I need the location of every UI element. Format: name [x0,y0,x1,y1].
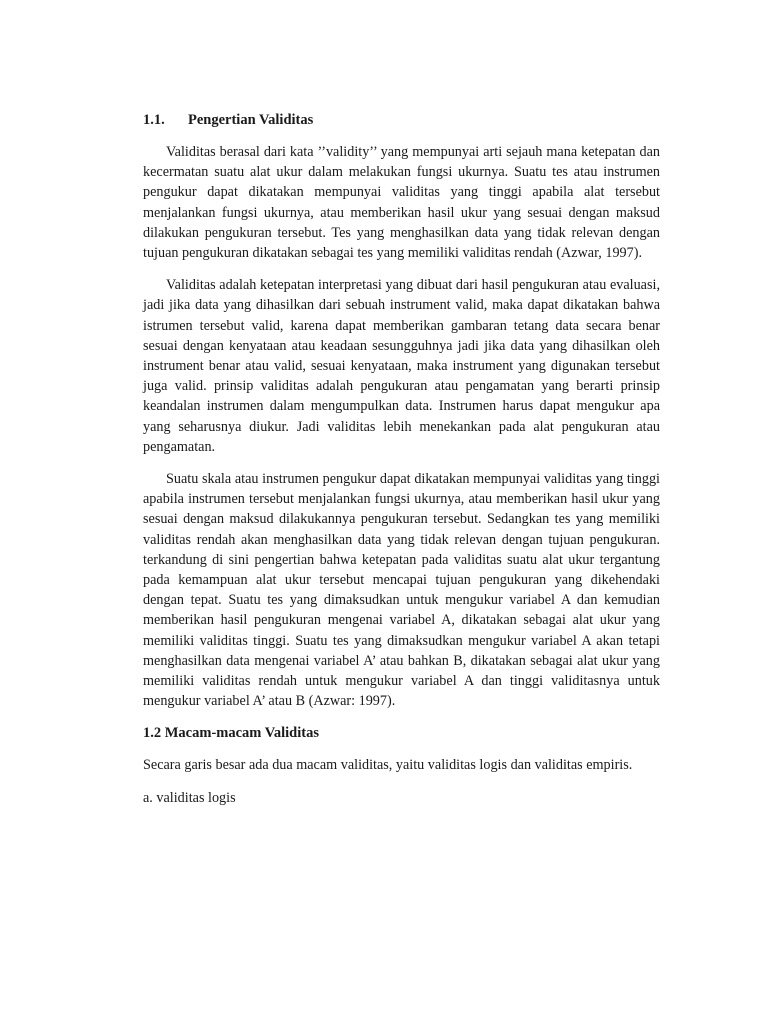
paragraph-scale: Suatu skala atau instrumen pengukur dapat dikatakan mempunyai validitas yang tinggi apabila instrumen tersebut menjalankan fungsi ukurnya, atau memberikan hasil ukur yang sesuai dengan maksud dilakukannya pengukuran tersebut. Sedangkan tes yang memiliki validitas rendah akan menghasilkan data yang tidak relevan dengan tujuan pengukuran. terkandung di sini pengertian bahwa ketepatan pada validitas suatu alat ukur tergantung pada kemampuan alat ukur tersebut mencapai tujuan pengukuran yang dikehendaki dengan tepat. Suatu tes yang dimaksudkan untuk mengukur variabel A dan kemudian memberikan hasil pengukuran mengenai variabel A, dikatakan sebagai alat ukur yang memiliki validitas tinggi. Suatu tes yang dimaksudkan mengukur variabel A akan tetapi menghasilkan data mengenai variabel A’ atau bahkan B, dikatakan sebagai alat ukur yang memiliki validitas rendah untuk mengukur variabel A dan tinggi validitasnya untuk mengukur variabel A’ atau B (Azwar: 1997). [143,471,660,710]
paragraph-interpretation: Validitas adalah ketepatan interpretasi yang dibuat dari hasil pengukuran atau evaluasi, jadi jika data yang dihasilkan dari sebuah instrument valid, maka dapat dikatakan bahwa istrumen tersebut valid, karena dapat memberikan gambaran tetang data secara benar sesuai dengan kenyataan atau keadaan sesungguhnya jadi jika data yang dihasilkan oleh instrument benar atau valid, sesuai kenyataan, maka instrument yang digunakan tersebut juga valid. prinsip validitas adalah pengukuran atau pengamatan yang berarti prinsip keandalan instrumen dalam mengumpulkan data. Instrumen harus dapat mengukur apa yang seharusnya diukur. Jadi validitas lebih menekankan pada alat pengukuran atau pengamatan. [143,277,660,455]
section-number: 1.1. [143,112,165,128]
list-item: a. validitas logis [143,789,236,806]
section-title: Pengertian Validitas [188,112,314,128]
paragraph-types: Secara garis besar ada dua macam validitas, yaitu validitas logis dan validitas empiris. [143,757,633,774]
section-heading-1-2: 1.2 Macam-macam Validitas [143,725,319,742]
section-heading-1-1 [143,110,660,130]
paragraph-definition: Validitas berasal dari kata ’’validity’’ yang mempunyai arti sejauh mana ketepatan dan kecermatan suatu alat ukur dalam melakukan fungsi ukurnya. Suatu tes atau instrumen pengukur dapat dikatakan mempunyai validitas yang tinggi apabila alat tersebut menjalankan fungsi ukurnya, atau memberikan hasil ukur yang sesuai dengan maksud dilakukan pengukuran tersebut. Tes yang menghasilkan data yang tidak relevan dengan tujuan pengukuran dikatakan sebagai tes yang memiliki validitas rendah (Azwar, 1997). [143,144,660,262]
